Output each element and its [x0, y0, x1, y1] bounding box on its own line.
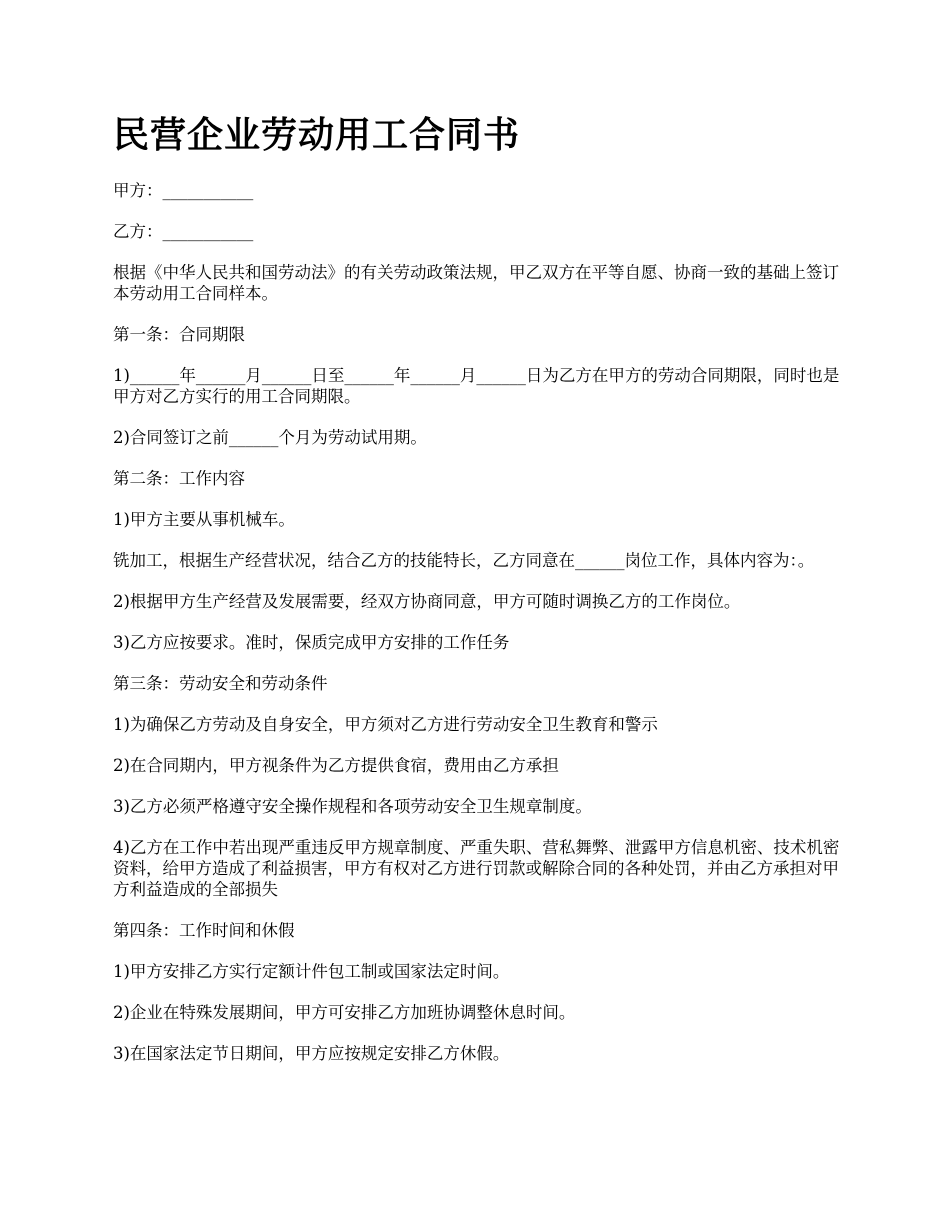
article-2-clause-1-continued: 铣加工，根据生产经营状况，结合乙方的技能特长，乙方同意在______岗位工作，具体内容为：。	[113, 551, 815, 570]
preamble-paragraph: 根据《中华人民共和国劳动法》的有关劳动政策法规，甲乙双方在平等自愿、协商一致的基础上签订本劳动用工合同样本。	[113, 263, 839, 303]
article-2-clause-3: 3)乙方应按要求。准时，保质完成甲方安排的工作任务	[113, 633, 510, 652]
article-4-clause-2: 2)企业在特殊发展期间，甲方可安排乙方加班协调整休息时间。	[113, 1003, 576, 1022]
party-a-line: 甲方：___________	[113, 181, 254, 200]
article-4-clause-1: 1)甲方安排乙方实行定额计件包工制或国家法定时间。	[113, 962, 510, 981]
article-2-clause-1: 1)甲方主要从事机械车。	[113, 510, 295, 529]
article-3-heading: 第三条：劳动安全和劳动条件	[113, 674, 328, 693]
article-1-clause-2: 2)合同签订之前______个月为劳动试用期。	[113, 428, 427, 447]
article-4-heading: 第四条：工作时间和休假	[113, 921, 295, 940]
article-3-clause-1: 1)为确保乙方劳动及自身安全，甲方须对乙方进行劳动安全卫生教育和警示	[113, 715, 658, 734]
article-3-clause-2: 2)在合同期内，甲方视条件为乙方提供食宿，费用由乙方承担	[113, 756, 559, 775]
article-3-clause-3: 3)乙方必须严格遵守安全操作规程和各项劳动安全卫生规章制度。	[113, 797, 592, 816]
article-4-clause-3: 3)在国家法定节日期间，甲方应按规定安排乙方休假。	[113, 1044, 510, 1063]
article-2-heading: 第二条：工作内容	[113, 469, 245, 488]
party-b-line: 乙方：___________	[113, 222, 254, 241]
article-1-clause-1: 1)______年______月______日至______年______月______日为乙方在甲方的劳动合同期限，同时也是甲方对乙方实行的用工合同期限。	[113, 366, 840, 406]
article-3-clause-4: 4)乙方在工作中若出现严重违反甲方规章制度、严重失职、营私舞弊、泄露甲方信息机密、技术机密资料，给甲方造成了利益损害，甲方有权对乙方进行罚款或解除合同的各种处罚，并由乙方承担对甲方利益造成的全部损失	[113, 838, 840, 899]
document-page	[113, 112, 848, 1084]
document-title: 民营企业劳动用工合同书	[113, 115, 521, 156]
article-2-clause-2: 2)根据甲方生产经营及发展需要，经双方协商同意，甲方可随时调换乙方的工作岗位。	[113, 592, 741, 611]
article-1-heading: 第一条：合同期限	[113, 325, 245, 344]
